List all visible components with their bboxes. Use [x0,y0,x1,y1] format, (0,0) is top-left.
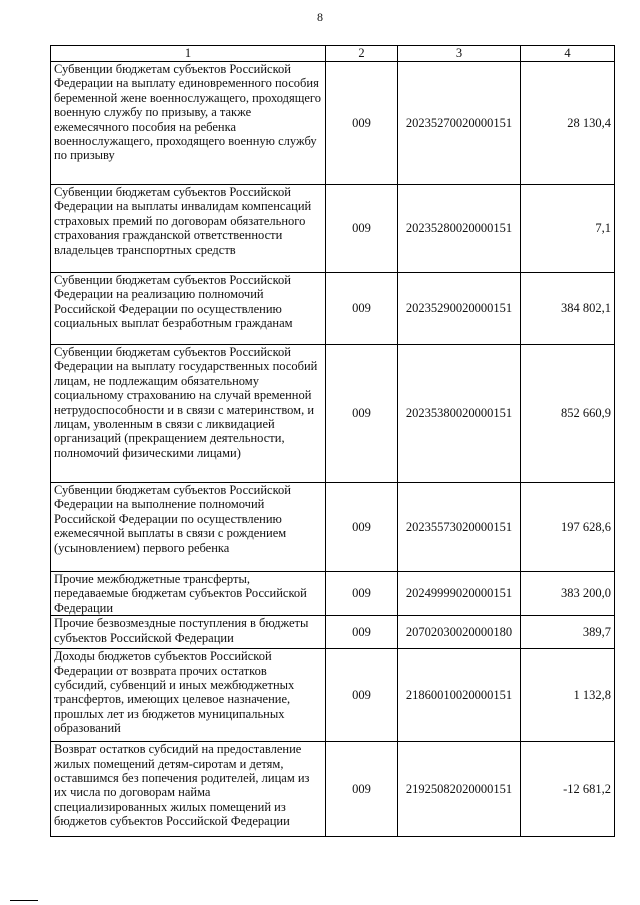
row-amount: 1 132,8 [521,649,615,742]
row-amount: 383 200,0 [521,572,615,616]
row-budget-code: 20235573020000151 [398,483,521,572]
row-description: Субвенции бюджетам субъектов Российской Федерации на выполнение полномочий Российской Федерации по осуществлению ежемесячной выплаты в связи с рождением (усыновлением) первого ребенка [51,483,326,572]
row-admin-code: 009 [326,649,398,742]
table-row [51,273,615,345]
row-budget-code: 20235290020000151 [398,273,521,345]
row-admin-code: 009 [326,273,398,345]
row-budget-code: 20235380020000151 [398,345,521,483]
table-row [51,483,615,572]
row-description: Прочие межбюджетные трансферты, передаваемые бюджетам субъектов Российской Федерации [51,572,326,616]
row-admin-code: 009 [326,616,398,649]
row-amount: -12 681,2 [521,742,615,837]
column-header-2: 2 [326,46,398,62]
row-description: Возврат остатков субсидий на предоставление жилых помещений детям-сиротам и детям, оставшимся без попечения родителей, лицам из их числа по договорам найма специализированных жилых помещений из бюджетов субъектов Российской Федерации [51,742,326,837]
row-description: Субвенции бюджетам субъектов Российской Федерации на выплаты инвалидам компенсаций страховых премий по договорам обязательного страхования гражданской ответственности владельцев транспортных средств [51,185,326,273]
row-amount: 389,7 [521,616,615,649]
table-row [51,649,615,742]
column-header-3: 3 [398,46,521,62]
row-description: Доходы бюджетов субъектов Российской Федерации от возврата прочих остатков субсидий, субвенций и иных межбюджетных трансфертов, имеющих целевое назначение, прошлых лет из бюджетов муниципальных образований [51,649,326,742]
page-number: 8 [317,10,323,24]
column-header-4: 4 [521,46,615,62]
row-description: Субвенции бюджетам субъектов Российской Федерации на выплату единовременного пособия беременной жене военнослужащего, проходящего военную службу по призыву, а также ежемесячного пособия на ребенка военнослужащего, проходящего военную службу по призыву [51,62,326,185]
row-amount: 384 802,1 [521,273,615,345]
row-description: Прочие безвозмездные поступления в бюджеты субъектов Российской Федерации [51,616,326,649]
column-header-1: 1 [51,46,326,62]
table-row [51,572,615,616]
row-admin-code: 009 [326,742,398,837]
row-description: Субвенции бюджетам субъектов Российской Федерации на выплату государственных пособий лицам, не подлежащим обязательному социальному страхованию на случай временной нетрудоспособности и в связи с материнством, и лицам, уволенным в связи с ликвидацией организаций (прекращением деятельности, полномочий физическими лицами) [51,345,326,483]
row-admin-code: 009 [326,483,398,572]
row-admin-code: 009 [326,345,398,483]
row-admin-code: 009 [326,572,398,616]
table-row [51,185,615,273]
row-admin-code: 009 [326,62,398,185]
row-budget-code: 20235280020000151 [398,185,521,273]
row-amount: 197 628,6 [521,483,615,572]
row-budget-code: 20249999020000151 [398,572,521,616]
row-admin-code: 009 [326,185,398,273]
table-row [51,616,615,649]
table-header-row [51,46,615,62]
row-budget-code: 20235270020000151 [398,62,521,185]
table-row [51,742,615,837]
footer-divider [10,900,38,901]
budget-revenue-table [50,45,615,837]
row-budget-code: 20702030020000180 [398,616,521,649]
row-description: Субвенции бюджетам субъектов Российской Федерации на реализацию полномочий Российской Федерации по осуществлению социальных выплат безработным гражданам [51,273,326,345]
row-amount: 7,1 [521,185,615,273]
row-budget-code: 21860010020000151 [398,649,521,742]
row-amount: 852 660,9 [521,345,615,483]
table-row [51,345,615,483]
row-amount: 28 130,4 [521,62,615,185]
table-row [51,62,615,185]
row-budget-code: 21925082020000151 [398,742,521,837]
